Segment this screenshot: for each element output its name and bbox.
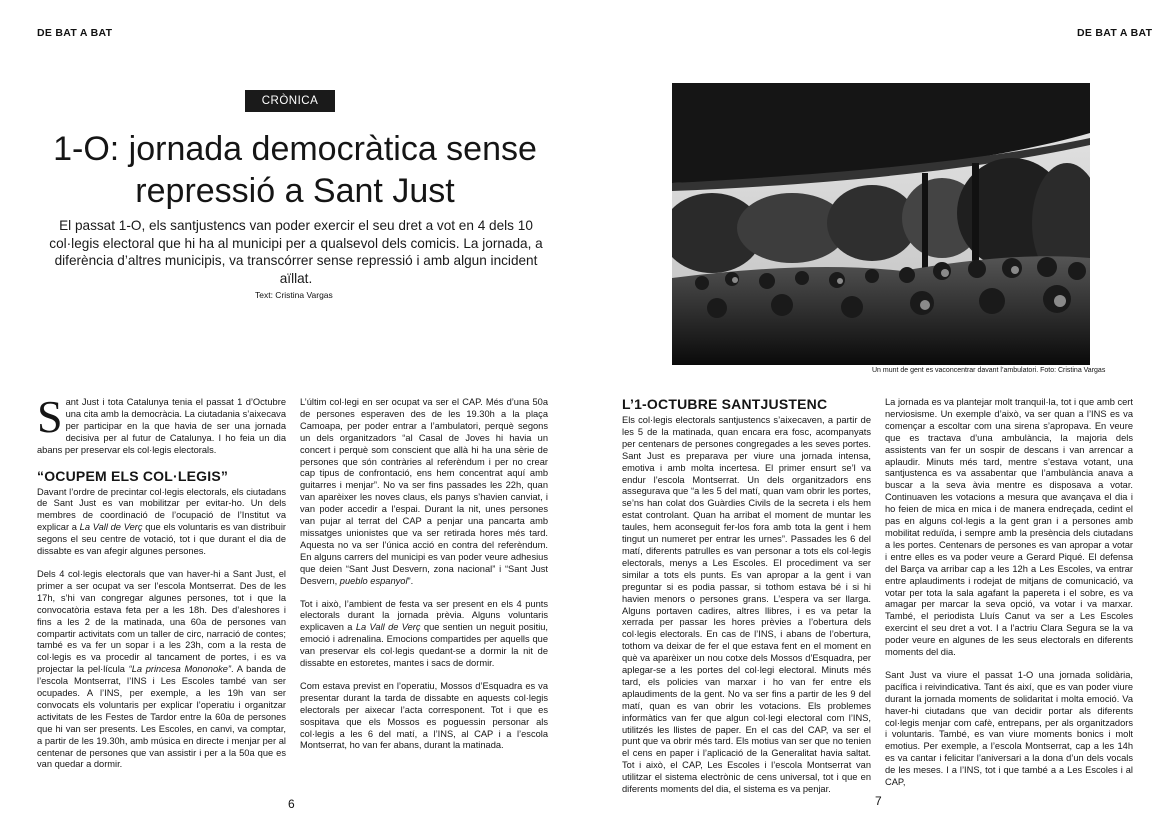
- title-line-1: 1-O: jornada democràtica sense: [53, 130, 537, 168]
- paragraph: [37, 569, 286, 771]
- text-italic: La Vall de Verç: [355, 622, 421, 633]
- intro-paragraph: [37, 391, 286, 457]
- subheading-ocupem: “OCUPEM ELS COL·LEGIS”: [37, 467, 229, 484]
- crowd-photo: [672, 83, 1090, 365]
- text-italic: pueblo espanyol: [339, 575, 408, 586]
- photo-caption: Un munt de gent es vaconcentrar davant l’ambulatori. Foto: Cristina Vargas: [872, 367, 1106, 374]
- left-column-1: [37, 391, 287, 782]
- page-number: 7: [875, 794, 882, 808]
- text-italic: “La princesa Mononoke”: [128, 664, 232, 675]
- text: Dels 4 col·legis electorals que van haver-hi a Sant Just, el primer a ser ocupat va ser l’escola Montserrat. Des de les 17h, s’hi van congregar algunes persones, tot i que la convocatòria estava feta per a les 18h. Des d’aleshores i fins a les 2 de la matinada, una 60a de persones van compartir activitats com un taller de circ, narració de contes; també es va fer un sopar i a les 23h, com a la resta de col·legis es va procedir al tancament de portes, i es va projectar la pel·lícula: [37, 568, 286, 675]
- text: ”.: [407, 575, 414, 586]
- left-column-2: [300, 397, 548, 763]
- dropcap: S: [37, 391, 63, 442]
- article-title: [30, 128, 560, 212]
- right-page: [585, 0, 1170, 827]
- text-italic: La Vall de Verç: [79, 522, 143, 533]
- subheading-1-octubre: L’1-OCTUBRE SANTJUSTENC: [622, 396, 828, 412]
- text: L’últim col·legi en ser ocupat va ser el CAP. Més d’una 50a de persones esperaven des de les 19.30h a la plaça Camoapa, per poder entrar a l’ambulatori, perquè segons un dels organitzadors “al Casal de Joves hi havia un concert i perquè som conscient que allà hi ha una sèrie de persones que són contràries al referèndum i per no crear cap tipus de confrontació, ens hem concentrat aquí amb guitarres i menjar”. No va ser fins passades les 22h, quan van aparèixer les noves claus, els panys s’havien canviat, i van poder accedir a l’espai. Durant la nit, unes persones van pujar al terrat del CAP a penjar una pancarta amb missatges unionistes que va ser retirada hores més tard. Aquesta no va ser l’única acció en contra del referèndum. En alguns carrers del municipi es van poder veure adhesius que deien “Sant Just Desvern, zona nacional” i “Sant Just Desvern,: [300, 397, 548, 586]
- paragraph: La jornada es va plantejar molt tranquil·la, tot i que amb cert nerviosisme. Un exemple d’això, va ser quan a l’INS es va començar a escoltar com una sirena s’apropava. En veure que es tractava d’una ambulància, la majoria dels assistents van fer un sospir de descans i van arrencar a aplaudir. Minuts més tard, mentre s’estava votant, una santjustenca es va assabentar que l’ambulància anava a buscar a la seva àvia mentre es disposava a votar. Continuaven les votacions a mesura que avançava el dia i ho feien de mica en mica i de manera endreçada, cedint el pas en alguns col·legis a la gent gran i a persones amb mobilitat reduïda, i sempre amb la presència dels ciutadans a les portes. Centenars de persones es van apropar a votar i entre elles es va poder veure a Gerard Piqué. El defensa del Barça va arribar cap a les 12h a Les Escoles, va entrar entre aplaudiments i rodejat de mitjans de comunicació, va votar per tota la sala agafant la papereta i el sobre, es va amagar per marcar la seva opció, va votar i va marxar. També, el periodista Lluís Canut va ser a Les Escoles exercint el seu dret a vot. I a l’actriu Clara Segura se la va poder veure en algunes de les seus electorals en diferents moments del dia.: [885, 397, 1133, 658]
- right-column-1: [622, 394, 871, 807]
- paragraph: Sant Just va viure el passat 1-O una jornada solidària, pacífica i reivindicativa. Tant és així, que es van poder viure durant la jornada moments de solidaritat i molta emoció. Va haver-hi ciutadans que van decidir portar als diferents col·legis menjar com cafè, entrepans, per als organitzadors i voluntaris. També, es van viure moments bonics i molt emotius. Per exemple, a l’escola Montserrat, cap a les 14h es va cantar i felicitar l’aniversari a la dona d’un dels vocals de les meses. I a l’INS, tot i que també a a Les Escoles i al CAP,: [885, 669, 1133, 788]
- paragraph: Com estava previst en l’operatiu, Mossos d’Esquadra es va presentar durant la tarda de dissabte en aquests col·legis electorals per aixecar l’acta corresponent. Tot i que es sospitava que els Mossos es poguessin personar als col·legis a les 6 del matí, a l’INS, al CAP i a l’escola Montserrat, ho van fer abans, durant la matinada.: [300, 680, 548, 751]
- section-label: CRÒNICA: [245, 90, 335, 112]
- article-lead: El passat 1-O, els santjustencs van poder exercir el seu dret a vot en 4 dels 10 col·legis electoral que hi ha al municipi per a qualsevol dels comicis. La jornada, a diferència d’altres municipis, va transcórrer sense repressió i amb algun incident aïllat.: [49, 218, 543, 286]
- text: Davant l’ordre de precintar col·legis electorals, els ciutadans de Sant Just es van mobilitzar per evitar-ho. Un dels membres de coordinació de l’ocupació de l’Institut va explicar a: [37, 486, 286, 533]
- page-number: 6: [288, 797, 295, 811]
- byline: Text: Cristina Vargas: [255, 290, 333, 300]
- text: que sentien un neguit positiu, emoció i adrenalina. Emocions compartides per aquells que van preservar els col·legis quedant-se a dormir la nit de dissabte en estoretes, mantes i sacs de dormir.: [300, 622, 549, 669]
- right-column-2: [885, 397, 1133, 800]
- section-header: DE BAT A BAT: [1077, 27, 1153, 39]
- title-line-2: repressió a Sant Just: [135, 172, 455, 210]
- paragraph: Els col·legis electorals santjustencs s’aixecaven, a partir de les 5 de la matinada, quan encara era fosc, acompanyats per centenars de persones congregades a les seves portes. Sant Just es preparava per viure una jornada intensa, emotiva i amb molta incertesa. El primer ensurt se’l va endur l’escola Montserrat. Un dels organitzadors ens assegurava que “a les 5 del matí, quan vam obrir les portes, se’ns han colat dos Guàrdies Civils de la secreta i els hem estat controlant. Quan ha arribat el moment de muntar les taules, hem aconseguit fer-los fora amb tota la gent i hem tingut un numeret per entrar les urnes”. Passades les 6 del matí, diferents patrulles es van personar a tots els col·legis electorals, menys a Les Escoles. El procediment va ser similar a tots els punts. Es van apropar a la gent i van preguntar si es podia passar, si tothom estava bé i si hi havien menors o persones grans. L’espera va ser llarga. Alguns portaven cadires, altres llibres, i es va petar la xerrada per passar les hores prèvies a l’obertura dels col·legis electorals. En cas de l’INS, i abans de l’obertura, tothom va deixar de fer el que estava fent en el moment en què va aparèixer un nou cotxe dels Mossos d’Esquadra, per aplegar-se a les portes del col·legi electoral. Minuts més tard, els policies van marxar i ho van fer entre els aplaudiments de la gent. No va ser fins a partir de les 9 del matí, quan es van obrir les votacions. Els problemes informàtics van fer que algun col·legi electoral com l’INS, utilitzés les llistes de paper. En el cas del CAP, va ser el punt que va obrir més tard. Els motius van ser que no tenien el cens en paper i l’aplicació de la Generalitat havia saltat. Tot i això, el CAP, Les Escoles i l’escola Montserrat van utilitzar el sistema electrònic de cens universal, tot i que en diferents moments del dia, el sistema es va penjar.: [622, 415, 871, 795]
- section-header: DE BAT A BAT: [37, 27, 113, 39]
- intro-text: ant Just i tota Catalunya tenia el passat 1 d’Octubre una cita amb la democràcia. La ciutadania s’aixecava per participar en la que havia de ser una jornada decisiva per al futur de Catalunya. I ho feia un dia abans per preservar els col·legis electorals.: [37, 397, 286, 455]
- paragraph: [37, 487, 286, 558]
- paragraph: [300, 599, 548, 670]
- text: . A banda de l’escola Montserrat, l’INS i Les Escoles també van ser ocupades. A l’INS, per exemple, a les 19h van ser convocats els voluntaris per explicar l’operatiu i organitzar activitats de les Festes de Tardor entre la 60a de persones que hi van ser presents. Les Escoles, en canvi, va comptar, a partir de les 19.30h, amb música en directe i menjar per al centenar de persones que van assistir i per a la 50a que es van quedar a dormir.: [37, 664, 286, 770]
- paragraph: [300, 397, 548, 588]
- text: Tot i això, l’ambient de festa va ser present en els 4 punts electorals durant la jornada prèvia. Alguns voluntaris explicaven a: [300, 598, 548, 633]
- text: que els voluntaris es van distribuir segons el seu centre de votació, tot i que durant el dia de dissabte es van afegir algunes persones.: [37, 522, 287, 557]
